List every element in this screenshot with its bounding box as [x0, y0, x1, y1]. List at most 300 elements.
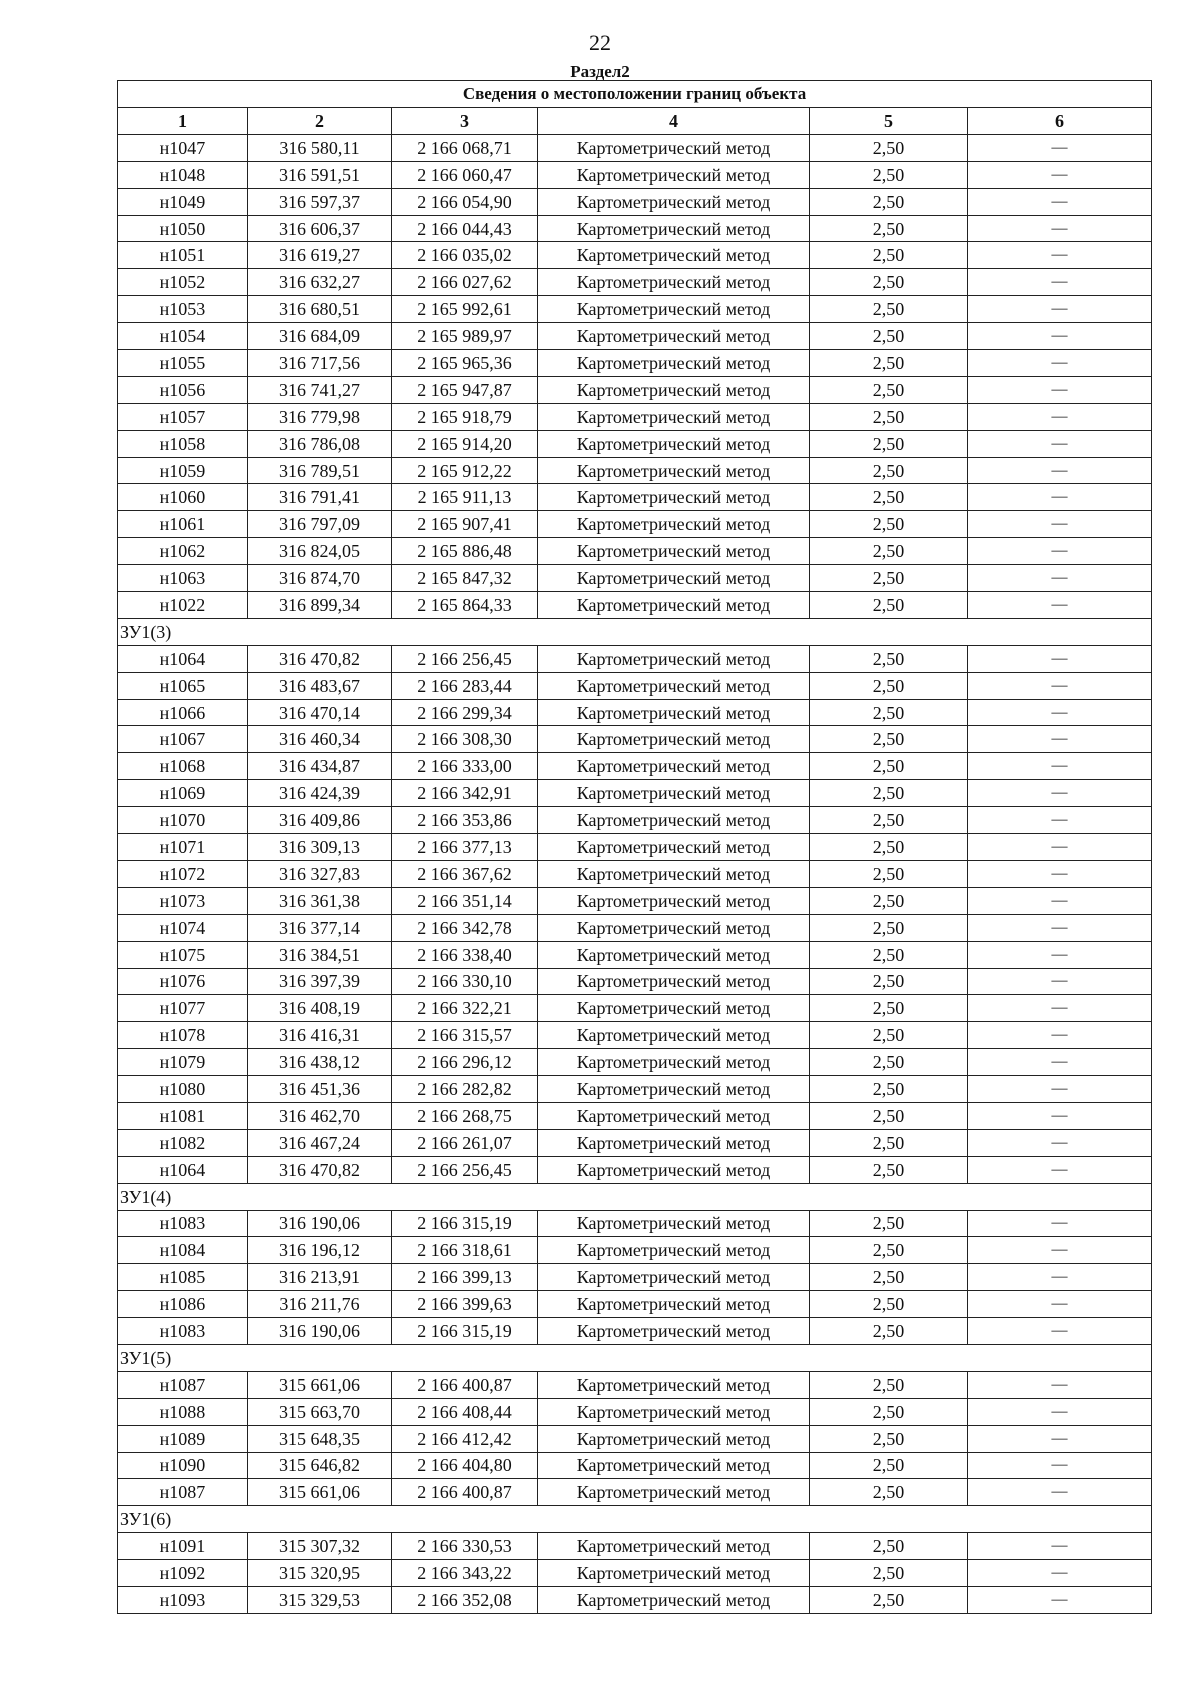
x-coordinate-cell: 316 717,56: [248, 350, 392, 377]
accuracy-cell: 2,50: [810, 403, 968, 430]
table-row: [118, 188, 1152, 215]
point-id-cell: н1054: [118, 323, 248, 350]
method-cell: Картометрический метод: [538, 726, 810, 753]
column-header: 4: [538, 108, 810, 135]
x-coordinate-cell: 316 791,41: [248, 484, 392, 511]
method-cell: Картометрический метод: [538, 968, 810, 995]
table-row: [118, 1237, 1152, 1264]
note-cell: —: [968, 672, 1152, 699]
note-cell: —: [968, 323, 1152, 350]
x-coordinate-cell: 316 384,51: [248, 941, 392, 968]
x-coordinate-cell: 316 211,76: [248, 1291, 392, 1318]
column-header: 6: [968, 108, 1152, 135]
x-coordinate-cell: 316 361,38: [248, 887, 392, 914]
table-row: [118, 134, 1152, 161]
y-coordinate-cell: 2 165 847,32: [392, 565, 538, 592]
table-row: [118, 1586, 1152, 1613]
table-row: [118, 834, 1152, 861]
method-cell: Картометрический метод: [538, 592, 810, 619]
method-cell: Картометрический метод: [538, 376, 810, 403]
accuracy-cell: 2,50: [810, 188, 968, 215]
point-id-cell: н1052: [118, 269, 248, 296]
y-coordinate-cell: 2 166 400,87: [392, 1479, 538, 1506]
x-coordinate-cell: 316 213,91: [248, 1264, 392, 1291]
point-id-cell: н1057: [118, 403, 248, 430]
y-coordinate-cell: 2 165 989,97: [392, 323, 538, 350]
y-coordinate-cell: 2 165 912,22: [392, 457, 538, 484]
table-row: [118, 1425, 1152, 1452]
method-cell: Картометрический метод: [538, 350, 810, 377]
method-cell: Картометрический метод: [538, 484, 810, 511]
group-label: ЗУ1(5): [118, 1344, 1152, 1371]
accuracy-cell: 2,50: [810, 941, 968, 968]
method-cell: Картометрический метод: [538, 511, 810, 538]
table-row: [118, 161, 1152, 188]
note-cell: —: [968, 296, 1152, 323]
note-cell: —: [968, 1560, 1152, 1587]
accuracy-cell: 2,50: [810, 215, 968, 242]
accuracy-cell: 2,50: [810, 538, 968, 565]
y-coordinate-cell: 2 166 268,75: [392, 1102, 538, 1129]
point-id-cell: н1058: [118, 430, 248, 457]
accuracy-cell: 2,50: [810, 807, 968, 834]
table-row: [118, 511, 1152, 538]
accuracy-cell: 2,50: [810, 699, 968, 726]
note-cell: —: [968, 1210, 1152, 1237]
point-id-cell: н1079: [118, 1049, 248, 1076]
x-coordinate-cell: 316 470,82: [248, 645, 392, 672]
y-coordinate-cell: 2 166 322,21: [392, 995, 538, 1022]
table-row: [118, 1129, 1152, 1156]
table-row: [118, 1479, 1152, 1506]
table-row: [118, 914, 1152, 941]
y-coordinate-cell: 2 166 338,40: [392, 941, 538, 968]
point-id-cell: н1088: [118, 1398, 248, 1425]
table-row: [118, 296, 1152, 323]
y-coordinate-cell: 2 166 377,13: [392, 834, 538, 861]
y-coordinate-cell: 2 166 315,57: [392, 1022, 538, 1049]
point-id-cell: н1087: [118, 1371, 248, 1398]
x-coordinate-cell: 316 680,51: [248, 296, 392, 323]
table-row: [118, 484, 1152, 511]
table-row: [118, 1210, 1152, 1237]
y-coordinate-cell: 2 165 992,61: [392, 296, 538, 323]
method-cell: Картометрический метод: [538, 1022, 810, 1049]
point-id-cell: н1085: [118, 1264, 248, 1291]
group-row: [118, 618, 1152, 645]
point-id-cell: н1078: [118, 1022, 248, 1049]
table-row: [118, 645, 1152, 672]
note-cell: —: [968, 914, 1152, 941]
table-row: [118, 323, 1152, 350]
table-row: [118, 1533, 1152, 1560]
y-coordinate-cell: 2 166 399,63: [392, 1291, 538, 1318]
point-id-cell: н1067: [118, 726, 248, 753]
point-id-cell: н1047: [118, 134, 248, 161]
point-id-cell: н1077: [118, 995, 248, 1022]
method-cell: Картометрический метод: [538, 188, 810, 215]
y-coordinate-cell: 2 166 283,44: [392, 672, 538, 699]
point-id-cell: н1053: [118, 296, 248, 323]
point-id-cell: н1075: [118, 941, 248, 968]
accuracy-cell: 2,50: [810, 1264, 968, 1291]
note-cell: —: [968, 403, 1152, 430]
x-coordinate-cell: 316 327,83: [248, 860, 392, 887]
note-cell: —: [968, 215, 1152, 242]
note-cell: —: [968, 645, 1152, 672]
y-coordinate-cell: 2 166 408,44: [392, 1398, 538, 1425]
y-coordinate-cell: 2 166 342,78: [392, 914, 538, 941]
accuracy-cell: 2,50: [810, 269, 968, 296]
y-coordinate-cell: 2 166 256,45: [392, 645, 538, 672]
table-row: [118, 1102, 1152, 1129]
point-id-cell: н1072: [118, 860, 248, 887]
table-title-row: [118, 81, 1152, 108]
table-row: [118, 1291, 1152, 1318]
point-id-cell: н1090: [118, 1452, 248, 1479]
note-cell: —: [968, 1452, 1152, 1479]
column-header: 5: [810, 108, 968, 135]
x-coordinate-cell: 316 684,09: [248, 323, 392, 350]
accuracy-cell: 2,50: [810, 672, 968, 699]
y-coordinate-cell: 2 166 068,71: [392, 134, 538, 161]
x-coordinate-cell: 316 470,82: [248, 1156, 392, 1183]
table-row: [118, 269, 1152, 296]
table-row: [118, 430, 1152, 457]
accuracy-cell: 2,50: [810, 296, 968, 323]
x-coordinate-cell: 316 483,67: [248, 672, 392, 699]
method-cell: Картометрический метод: [538, 1533, 810, 1560]
method-cell: Картометрический метод: [538, 1076, 810, 1103]
note-cell: —: [968, 699, 1152, 726]
x-coordinate-cell: 316 424,39: [248, 780, 392, 807]
note-cell: —: [968, 807, 1152, 834]
note-cell: —: [968, 860, 1152, 887]
note-cell: —: [968, 484, 1152, 511]
method-cell: Картометрический метод: [538, 1102, 810, 1129]
y-coordinate-cell: 2 165 914,20: [392, 430, 538, 457]
note-cell: —: [968, 1533, 1152, 1560]
accuracy-cell: 2,50: [810, 1291, 968, 1318]
method-cell: Картометрический метод: [538, 1398, 810, 1425]
accuracy-cell: 2,50: [810, 1102, 968, 1129]
y-coordinate-cell: 2 166 299,34: [392, 699, 538, 726]
method-cell: Картометрический метод: [538, 1425, 810, 1452]
method-cell: Картометрический метод: [538, 753, 810, 780]
point-id-cell: н1083: [118, 1318, 248, 1345]
method-cell: Картометрический метод: [538, 1156, 810, 1183]
method-cell: Картометрический метод: [538, 887, 810, 914]
y-coordinate-cell: 2 166 296,12: [392, 1049, 538, 1076]
accuracy-cell: 2,50: [810, 1560, 968, 1587]
method-cell: Картометрический метод: [538, 538, 810, 565]
x-coordinate-cell: 316 438,12: [248, 1049, 392, 1076]
point-id-cell: н1091: [118, 1533, 248, 1560]
y-coordinate-cell: 2 166 353,86: [392, 807, 538, 834]
table-row: [118, 1318, 1152, 1345]
method-cell: Картометрический метод: [538, 215, 810, 242]
accuracy-cell: 2,50: [810, 1425, 968, 1452]
point-id-cell: н1083: [118, 1210, 248, 1237]
column-header: 1: [118, 108, 248, 135]
group-row: [118, 1506, 1152, 1533]
y-coordinate-cell: 2 166 330,10: [392, 968, 538, 995]
accuracy-cell: 2,50: [810, 161, 968, 188]
x-coordinate-cell: 316 741,27: [248, 376, 392, 403]
group-row: [118, 1344, 1152, 1371]
method-cell: Картометрический метод: [538, 672, 810, 699]
accuracy-cell: 2,50: [810, 1129, 968, 1156]
y-coordinate-cell: 2 166 282,82: [392, 1076, 538, 1103]
accuracy-cell: 2,50: [810, 134, 968, 161]
x-coordinate-cell: 316 190,06: [248, 1318, 392, 1345]
method-cell: Картометрический метод: [538, 1129, 810, 1156]
accuracy-cell: 2,50: [810, 1076, 968, 1103]
x-coordinate-cell: 315 329,53: [248, 1586, 392, 1613]
x-coordinate-cell: 316 797,09: [248, 511, 392, 538]
x-coordinate-cell: 316 470,14: [248, 699, 392, 726]
note-cell: —: [968, 1156, 1152, 1183]
method-cell: Картометрический метод: [538, 1049, 810, 1076]
group-label: ЗУ1(3): [118, 618, 1152, 645]
y-coordinate-cell: 2 165 965,36: [392, 350, 538, 377]
accuracy-cell: 2,50: [810, 645, 968, 672]
note-cell: —: [968, 1586, 1152, 1613]
y-coordinate-cell: 2 165 864,33: [392, 592, 538, 619]
x-coordinate-cell: 315 320,95: [248, 1560, 392, 1587]
accuracy-cell: 2,50: [810, 1533, 968, 1560]
point-id-cell: н1065: [118, 672, 248, 699]
accuracy-cell: 2,50: [810, 1237, 968, 1264]
accuracy-cell: 2,50: [810, 1210, 968, 1237]
point-id-cell: н1050: [118, 215, 248, 242]
table-row: [118, 1371, 1152, 1398]
x-coordinate-cell: 316 196,12: [248, 1237, 392, 1264]
x-coordinate-cell: 316 786,08: [248, 430, 392, 457]
accuracy-cell: 2,50: [810, 1022, 968, 1049]
y-coordinate-cell: 2 166 318,61: [392, 1237, 538, 1264]
x-coordinate-cell: 315 661,06: [248, 1371, 392, 1398]
note-cell: —: [968, 457, 1152, 484]
method-cell: Картометрический метод: [538, 995, 810, 1022]
note-cell: —: [968, 269, 1152, 296]
note-cell: —: [968, 592, 1152, 619]
table-row: [118, 242, 1152, 269]
method-cell: Картометрический метод: [538, 834, 810, 861]
x-coordinate-cell: 316 874,70: [248, 565, 392, 592]
y-coordinate-cell: 2 166 400,87: [392, 1371, 538, 1398]
point-id-cell: н1061: [118, 511, 248, 538]
y-coordinate-cell: 2 166 367,62: [392, 860, 538, 887]
note-cell: —: [968, 941, 1152, 968]
accuracy-cell: 2,50: [810, 1586, 968, 1613]
table-row: [118, 376, 1152, 403]
method-cell: Картометрический метод: [538, 161, 810, 188]
x-coordinate-cell: 316 467,24: [248, 1129, 392, 1156]
point-id-cell: н1084: [118, 1237, 248, 1264]
point-id-cell: н1071: [118, 834, 248, 861]
column-header: 2: [248, 108, 392, 135]
table-row: [118, 1452, 1152, 1479]
point-id-cell: н1087: [118, 1479, 248, 1506]
method-cell: Картометрический метод: [538, 134, 810, 161]
accuracy-cell: 2,50: [810, 1479, 968, 1506]
y-coordinate-cell: 2 166 342,91: [392, 780, 538, 807]
note-cell: —: [968, 1479, 1152, 1506]
note-cell: —: [968, 1371, 1152, 1398]
accuracy-cell: 2,50: [810, 1049, 968, 1076]
y-coordinate-cell: 2 166 315,19: [392, 1318, 538, 1345]
note-cell: —: [968, 134, 1152, 161]
method-cell: Картометрический метод: [538, 860, 810, 887]
method-cell: Картометрический метод: [538, 430, 810, 457]
table-row: [118, 1264, 1152, 1291]
table-row: [118, 860, 1152, 887]
x-coordinate-cell: 316 460,34: [248, 726, 392, 753]
table-row: [118, 726, 1152, 753]
method-cell: Картометрический метод: [538, 296, 810, 323]
y-coordinate-cell: 2 165 911,13: [392, 484, 538, 511]
note-cell: —: [968, 753, 1152, 780]
table-row: [118, 887, 1152, 914]
point-id-cell: н1063: [118, 565, 248, 592]
x-coordinate-cell: 316 779,98: [248, 403, 392, 430]
table-row: [118, 807, 1152, 834]
point-id-cell: н1049: [118, 188, 248, 215]
point-id-cell: н1073: [118, 887, 248, 914]
table-row: [118, 753, 1152, 780]
y-coordinate-cell: 2 166 399,13: [392, 1264, 538, 1291]
method-cell: Картометрический метод: [538, 1560, 810, 1587]
note-cell: —: [968, 1398, 1152, 1425]
accuracy-cell: 2,50: [810, 1371, 968, 1398]
note-cell: —: [968, 1102, 1152, 1129]
x-coordinate-cell: 315 646,82: [248, 1452, 392, 1479]
accuracy-cell: 2,50: [810, 592, 968, 619]
table-row: [118, 592, 1152, 619]
table-row: [118, 941, 1152, 968]
point-id-cell: н1092: [118, 1560, 248, 1587]
x-coordinate-cell: 316 591,51: [248, 161, 392, 188]
accuracy-cell: 2,50: [810, 350, 968, 377]
x-coordinate-cell: 316 190,06: [248, 1210, 392, 1237]
method-cell: Картометрический метод: [538, 1452, 810, 1479]
point-id-cell: н1051: [118, 242, 248, 269]
x-coordinate-cell: 316 397,39: [248, 968, 392, 995]
column-number-row: [118, 108, 1152, 135]
point-id-cell: н1081: [118, 1102, 248, 1129]
point-id-cell: н1086: [118, 1291, 248, 1318]
point-id-cell: н1055: [118, 350, 248, 377]
point-id-cell: н1069: [118, 780, 248, 807]
note-cell: —: [968, 242, 1152, 269]
x-coordinate-cell: 316 824,05: [248, 538, 392, 565]
note-cell: —: [968, 1291, 1152, 1318]
note-cell: —: [968, 1049, 1152, 1076]
x-coordinate-cell: 316 451,36: [248, 1076, 392, 1103]
point-id-cell: н1056: [118, 376, 248, 403]
x-coordinate-cell: 316 434,87: [248, 753, 392, 780]
y-coordinate-cell: 2 166 308,30: [392, 726, 538, 753]
method-cell: Картометрический метод: [538, 941, 810, 968]
note-cell: —: [968, 1264, 1152, 1291]
x-coordinate-cell: 316 462,70: [248, 1102, 392, 1129]
x-coordinate-cell: 316 606,37: [248, 215, 392, 242]
table-body: [118, 134, 1152, 1613]
method-cell: Картометрический метод: [538, 269, 810, 296]
y-coordinate-cell: 2 166 330,53: [392, 1533, 538, 1560]
table-row: [118, 350, 1152, 377]
note-cell: —: [968, 538, 1152, 565]
x-coordinate-cell: 315 661,06: [248, 1479, 392, 1506]
accuracy-cell: 2,50: [810, 511, 968, 538]
y-coordinate-cell: 2 166 315,19: [392, 1210, 538, 1237]
y-coordinate-cell: 2 166 044,43: [392, 215, 538, 242]
note-cell: —: [968, 430, 1152, 457]
group-label: ЗУ1(4): [118, 1183, 1152, 1210]
table-row: [118, 968, 1152, 995]
method-cell: Картометрический метод: [538, 645, 810, 672]
method-cell: Картометрический метод: [538, 1210, 810, 1237]
note-cell: —: [968, 995, 1152, 1022]
x-coordinate-cell: 316 619,27: [248, 242, 392, 269]
accuracy-cell: 2,50: [810, 834, 968, 861]
table-row: [118, 672, 1152, 699]
method-cell: Картометрический метод: [538, 780, 810, 807]
accuracy-cell: 2,50: [810, 914, 968, 941]
note-cell: —: [968, 511, 1152, 538]
table-row: [118, 457, 1152, 484]
accuracy-cell: 2,50: [810, 430, 968, 457]
table-row: [118, 403, 1152, 430]
point-id-cell: н1064: [118, 645, 248, 672]
table-row: [118, 1560, 1152, 1587]
method-cell: Картометрический метод: [538, 1318, 810, 1345]
method-cell: Картометрический метод: [538, 1237, 810, 1264]
accuracy-cell: 2,50: [810, 1318, 968, 1345]
table-head: [118, 81, 1152, 135]
note-cell: —: [968, 376, 1152, 403]
note-cell: —: [968, 188, 1152, 215]
note-cell: —: [968, 834, 1152, 861]
accuracy-cell: 2,50: [810, 968, 968, 995]
table-row: [118, 995, 1152, 1022]
table-row: [118, 1398, 1152, 1425]
method-cell: Картометрический метод: [538, 1291, 810, 1318]
y-coordinate-cell: 2 166 351,14: [392, 887, 538, 914]
method-cell: Картометрический метод: [538, 403, 810, 430]
accuracy-cell: 2,50: [810, 753, 968, 780]
y-coordinate-cell: 2 166 343,22: [392, 1560, 538, 1587]
accuracy-cell: 2,50: [810, 376, 968, 403]
page-number: 22: [589, 30, 611, 55]
section-label: Раздел2: [570, 62, 630, 81]
table-row: [118, 1022, 1152, 1049]
point-id-cell: н1060: [118, 484, 248, 511]
y-coordinate-cell: 2 166 256,45: [392, 1156, 538, 1183]
point-id-cell: н1074: [118, 914, 248, 941]
note-cell: —: [968, 1425, 1152, 1452]
table-row: [118, 1156, 1152, 1183]
accuracy-cell: 2,50: [810, 565, 968, 592]
table-row: [118, 1076, 1152, 1103]
x-coordinate-cell: 316 580,11: [248, 134, 392, 161]
point-id-cell: н1076: [118, 968, 248, 995]
table-row: [118, 565, 1152, 592]
x-coordinate-cell: 316 409,86: [248, 807, 392, 834]
accuracy-cell: 2,50: [810, 726, 968, 753]
table-row: [118, 699, 1152, 726]
